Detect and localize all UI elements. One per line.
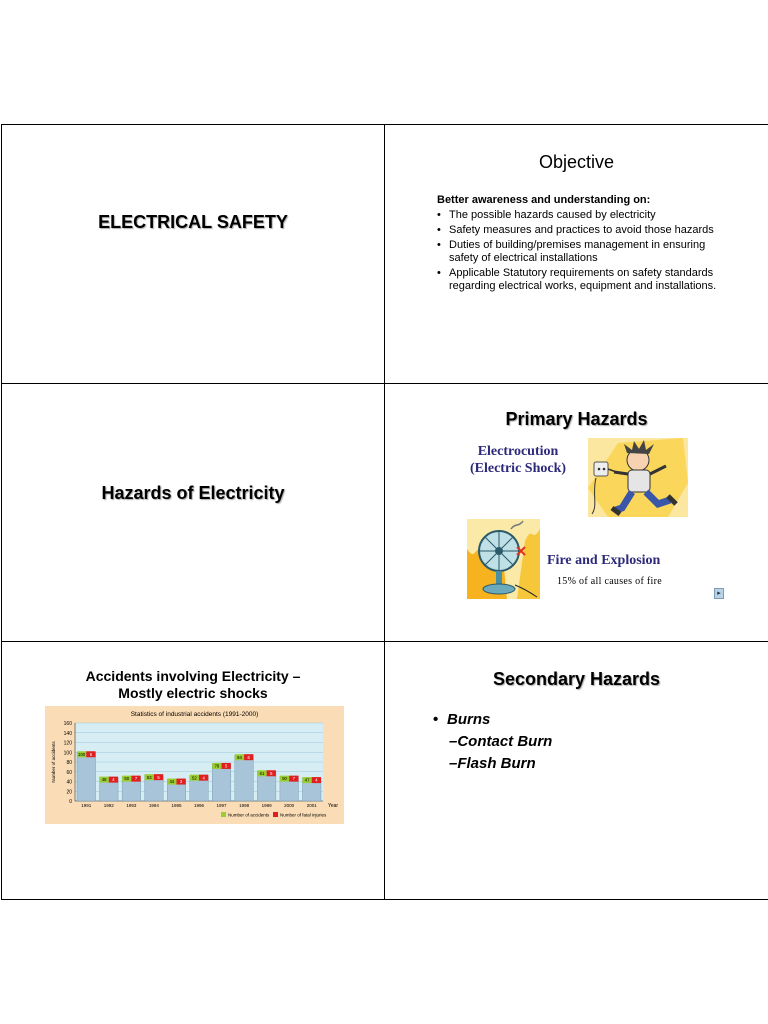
hazards-heading: Hazards of Electricity bbox=[101, 483, 285, 503]
list-item: • The possible hazards caused by electricity bbox=[437, 209, 727, 222]
slide-objective bbox=[385, 125, 768, 384]
x-tick-label: 1993 bbox=[126, 803, 137, 808]
data-label-accidents: 52 bbox=[192, 775, 197, 781]
list-item: • Safety measures and practices to avoid those hazards bbox=[437, 224, 727, 237]
fire-explosion-label: Fire and Explosion bbox=[547, 553, 661, 568]
electrocution-line1: Electrocution bbox=[477, 444, 559, 459]
data-label-accidents: 44 bbox=[169, 779, 175, 785]
y-tick-label: 120 bbox=[63, 740, 72, 747]
data-label-accidents: 100 bbox=[78, 751, 86, 757]
bar-accidents bbox=[212, 764, 231, 801]
accidents-heading-line1: Accidents involving Electricity – bbox=[85, 668, 301, 684]
data-label-accidents: 61 bbox=[259, 770, 265, 776]
data-label-accidents: 94 bbox=[237, 754, 242, 760]
data-label-fatal: 7 bbox=[292, 776, 295, 782]
slide-hazards bbox=[2, 383, 385, 642]
y-tick-label: 60 bbox=[66, 769, 72, 776]
data-label-accidents: 50 bbox=[282, 776, 287, 782]
data-label-fatal: 4 bbox=[315, 777, 318, 783]
y-tick-label: 140 bbox=[63, 730, 72, 737]
electric-shock-illustration bbox=[588, 438, 688, 517]
y-tick-label: 80 bbox=[66, 760, 72, 766]
x-tick-label: 1994 bbox=[148, 803, 159, 808]
legend-label-fatal: Number of fatal injuries bbox=[280, 812, 327, 818]
legend-swatch-accidents bbox=[221, 812, 226, 817]
data-label-fatal: 6 bbox=[89, 751, 93, 757]
y-tick-label: 40 bbox=[66, 779, 72, 786]
electrocution-line2: (Electric Shock) bbox=[469, 461, 567, 476]
x-tick-label: 1998 bbox=[239, 803, 250, 808]
slide-title bbox=[2, 125, 385, 384]
x-tick-label: 1991 bbox=[81, 803, 92, 808]
data-label-fatal: 7 bbox=[134, 776, 138, 782]
objective-lead: Better awareness and understanding on: bbox=[437, 194, 651, 206]
bar-accidents bbox=[77, 752, 96, 801]
objective-list bbox=[437, 209, 727, 295]
electrocution-label bbox=[455, 443, 581, 477]
data-label-fatal: 5 bbox=[225, 763, 228, 769]
y-axis-label: Number of accidents bbox=[51, 741, 56, 783]
handout-grid bbox=[1, 124, 768, 900]
data-label-accidents: 53 bbox=[146, 774, 152, 780]
data-label-accidents: 50 bbox=[124, 776, 130, 782]
slide-secondary-hazards bbox=[385, 641, 768, 900]
next-slide-icon[interactable]: ▸ bbox=[714, 588, 724, 599]
x-axis-label: Year bbox=[327, 803, 339, 809]
slide-title-heading: ELECTRICAL SAFETY bbox=[98, 212, 288, 232]
accidents-bar-chart bbox=[45, 706, 344, 824]
chart-title: Statistics of industrial accidents (1991-2000) bbox=[130, 711, 259, 718]
list-item: • Duties of building/premises management in ensuring safety of electrical installations bbox=[437, 239, 727, 265]
accidents-chart-panel bbox=[45, 706, 344, 824]
secondary-hazards-list bbox=[433, 709, 552, 775]
data-label-fatal: 4 bbox=[112, 777, 115, 783]
x-tick-label: 1995 bbox=[171, 803, 182, 808]
fire-percentage-note: 15% of all causes of fire bbox=[557, 576, 662, 587]
x-tick-label: 2000 bbox=[284, 803, 295, 808]
data-label-fatal: 4 bbox=[202, 775, 205, 781]
data-label-accidents: 48 bbox=[101, 777, 107, 783]
data-label-fatal: 5 bbox=[270, 770, 273, 776]
slide-accidents bbox=[2, 641, 385, 900]
primary-hazards-heading: Primary Hazards bbox=[505, 409, 648, 429]
accidents-heading bbox=[2, 668, 384, 702]
secondary-hazards-heading: Secondary Hazards bbox=[492, 669, 661, 689]
x-tick-label: 1997 bbox=[216, 803, 227, 808]
data-label-fatal: 6 bbox=[247, 754, 250, 760]
x-tick-label: 1999 bbox=[261, 803, 272, 808]
data-label-accidents: 76 bbox=[214, 763, 220, 769]
accidents-heading-line2: Mostly electric shocks bbox=[118, 685, 268, 701]
y-tick-label: 20 bbox=[66, 789, 72, 796]
x-tick-label: 1992 bbox=[103, 803, 114, 808]
legend-label-accidents: Number of accidents bbox=[228, 812, 270, 818]
list-item: –Flash Burn bbox=[449, 755, 536, 772]
y-tick-label: 100 bbox=[63, 750, 72, 757]
y-tick-label: 160 bbox=[63, 721, 72, 727]
list-item: • Burns bbox=[433, 709, 552, 731]
x-tick-label: 1996 bbox=[193, 803, 205, 808]
data-label-fatal: 3 bbox=[179, 779, 183, 785]
slide-primary-hazards bbox=[385, 383, 768, 642]
data-label-fatal: 5 bbox=[157, 774, 160, 780]
legend-swatch-fatal bbox=[273, 812, 278, 817]
objective-heading: Objective bbox=[538, 152, 615, 172]
list-item: • Applicable Statutory requirements on safety standards regarding electrical works, equipment and installations. bbox=[437, 267, 727, 293]
fan-fire-illustration bbox=[467, 519, 540, 599]
list-item: –Contact Burn bbox=[449, 733, 553, 750]
x-tick-label: 2001 bbox=[306, 803, 317, 808]
y-tick-label: 0 bbox=[69, 799, 72, 805]
bar-accidents bbox=[235, 755, 254, 801]
data-label-accidents: 47 bbox=[304, 777, 310, 783]
